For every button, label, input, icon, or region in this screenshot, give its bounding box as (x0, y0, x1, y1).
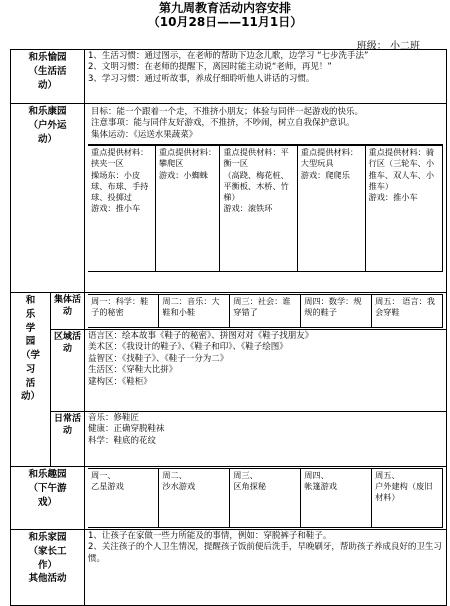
class-label: 班级： (356, 41, 387, 52)
area-line-4: 生活区：《穿鞋大比拼》 (88, 365, 178, 376)
daily-line-3: 科学：鞋底的花纹 (88, 435, 157, 446)
games-day-5: 周五、 户外建构（废旧材料） (372, 469, 443, 528)
schedule-table (10, 49, 447, 606)
class-name: 小二班 (390, 41, 420, 52)
group-day-4: 周四：数学：规规的鞋子 (301, 295, 372, 328)
games-day-4: 周四、 帐篷游戏 (301, 469, 372, 528)
outdoor-area-1: 重点提供材料：挟夹一区 操场东：小皮球、布球、手持球、投掷过 游戏：推小车 (88, 146, 155, 272)
games-label: 和乐趣园 （下午游 戏） (11, 467, 85, 530)
date-range: （10月28日——11月1日） (147, 15, 303, 29)
life-content (85, 50, 447, 104)
area-line-2: 美术区：《我设计的鞋子》、《鞋子和印》、《鞋子绘图》 (88, 342, 288, 353)
games-day-2: 周二、 沙水游戏 (159, 469, 230, 528)
home-content (85, 530, 447, 606)
daily-activity-content (85, 412, 447, 467)
outdoor-label: 和乐康园 （户外运 动） (11, 104, 85, 293)
outdoor-goals (88, 105, 443, 145)
row-life (11, 50, 447, 104)
daily-line-2: 健康：正确穿脱鞋袜 (88, 424, 165, 435)
games-day-3: 周三、 区角探秘 (230, 469, 301, 528)
area-activity-label: 区域活动 (51, 330, 85, 412)
group-day-2: 周二：音乐：大鞋和小鞋 (159, 295, 230, 328)
outdoor-area-2: 重点提供材料：攀爬区 游戏：小蜘蛛 (155, 146, 220, 272)
area-line-3: 益智区：《找鞋子》、《鞋子一分为二》 (88, 353, 229, 364)
row-games (11, 467, 447, 530)
group-day-1: 周一：科学：鞋子的秘密 (88, 295, 159, 328)
area-activity-content (85, 330, 447, 412)
row-learning-group (11, 293, 447, 330)
life-line-1: 1、生活习惯：通过图示，在老师的帮助下边念儿歌，边学习 “七步洗手法” (88, 51, 369, 61)
outdoor-area-5: 重点提供材料：骑行区（三轮车、小推车、双人车、小推车） 游戏：推小车 (365, 146, 442, 272)
outdoor-group: 集体运动：《运送水果蔬菜》 (91, 129, 198, 140)
games-day-1: 周一、 乙星游戏 (88, 469, 159, 528)
group-day-5: 周五： 语言：我会穿鞋 (372, 295, 443, 328)
daily-activity-label: 日常活动 (51, 412, 85, 467)
row-learning-area (11, 330, 447, 412)
games-content (85, 467, 447, 530)
outdoor-area-4: 重点提供材料：大型玩具 游戏：爬爬乐 (297, 146, 365, 272)
row-learning-daily (11, 412, 447, 467)
group-day-3: 周三：社会：谁穿错了 (230, 295, 301, 328)
home-line-1: 1、让孩子在家做一些力所能及的事情，例如：穿脱裤子和鞋子。 (88, 531, 332, 541)
area-line-5: 建构区：《鞋柜》 (88, 376, 152, 387)
row-home (11, 530, 447, 606)
group-activity-content (85, 293, 447, 330)
daily-line-1: 音乐：修鞋匠 (88, 413, 140, 423)
outdoor-content (85, 104, 447, 293)
life-label: 和乐愉园 （生活活 动） (11, 50, 85, 104)
group-activity-label: 集体活动 (51, 293, 85, 330)
life-line-2: 2、文明习惯：在老师的提醒下，离园时能主动说“老师，再见！” (88, 62, 332, 73)
life-line-3: 3、学习习惯：通过听故事，养成仔细聆听他人讲话的习惯。 (88, 73, 315, 84)
outdoor-area-3: 重点提供材料：平衡一区 （高跷、梅花桩、平衡板、木桥、竹梯） 游戏：滚铁环 (220, 146, 297, 272)
page-title: 第九周教育活动内容安排 (158, 1, 291, 15)
home-label: 和乐家园 （家长工 作） 其他活动 (11, 530, 85, 606)
row-outdoor (11, 104, 447, 293)
outdoor-note: 注意事项：能与同伴友好游戏，不推挤，不吵闹，树立自我保护意识。 (91, 118, 355, 129)
learning-label: 和 乐 学 园 （学 习 活 动） (11, 293, 51, 467)
area-line-1: 语言区：绘本故事《鞋子的秘密》、拼图对对《鞋子找朋友》 (88, 331, 314, 341)
outdoor-goal: 目标：能一个跟着一个走，不推挤小朋友；体验与同伴一起游戏的快乐。 (91, 107, 364, 117)
home-line-2: 2、关注孩子的个人卫生情况，提醒孩子饭前便后洗手，早晚刷牙，帮助孩子养成良好的卫生习惯。 (88, 542, 442, 564)
